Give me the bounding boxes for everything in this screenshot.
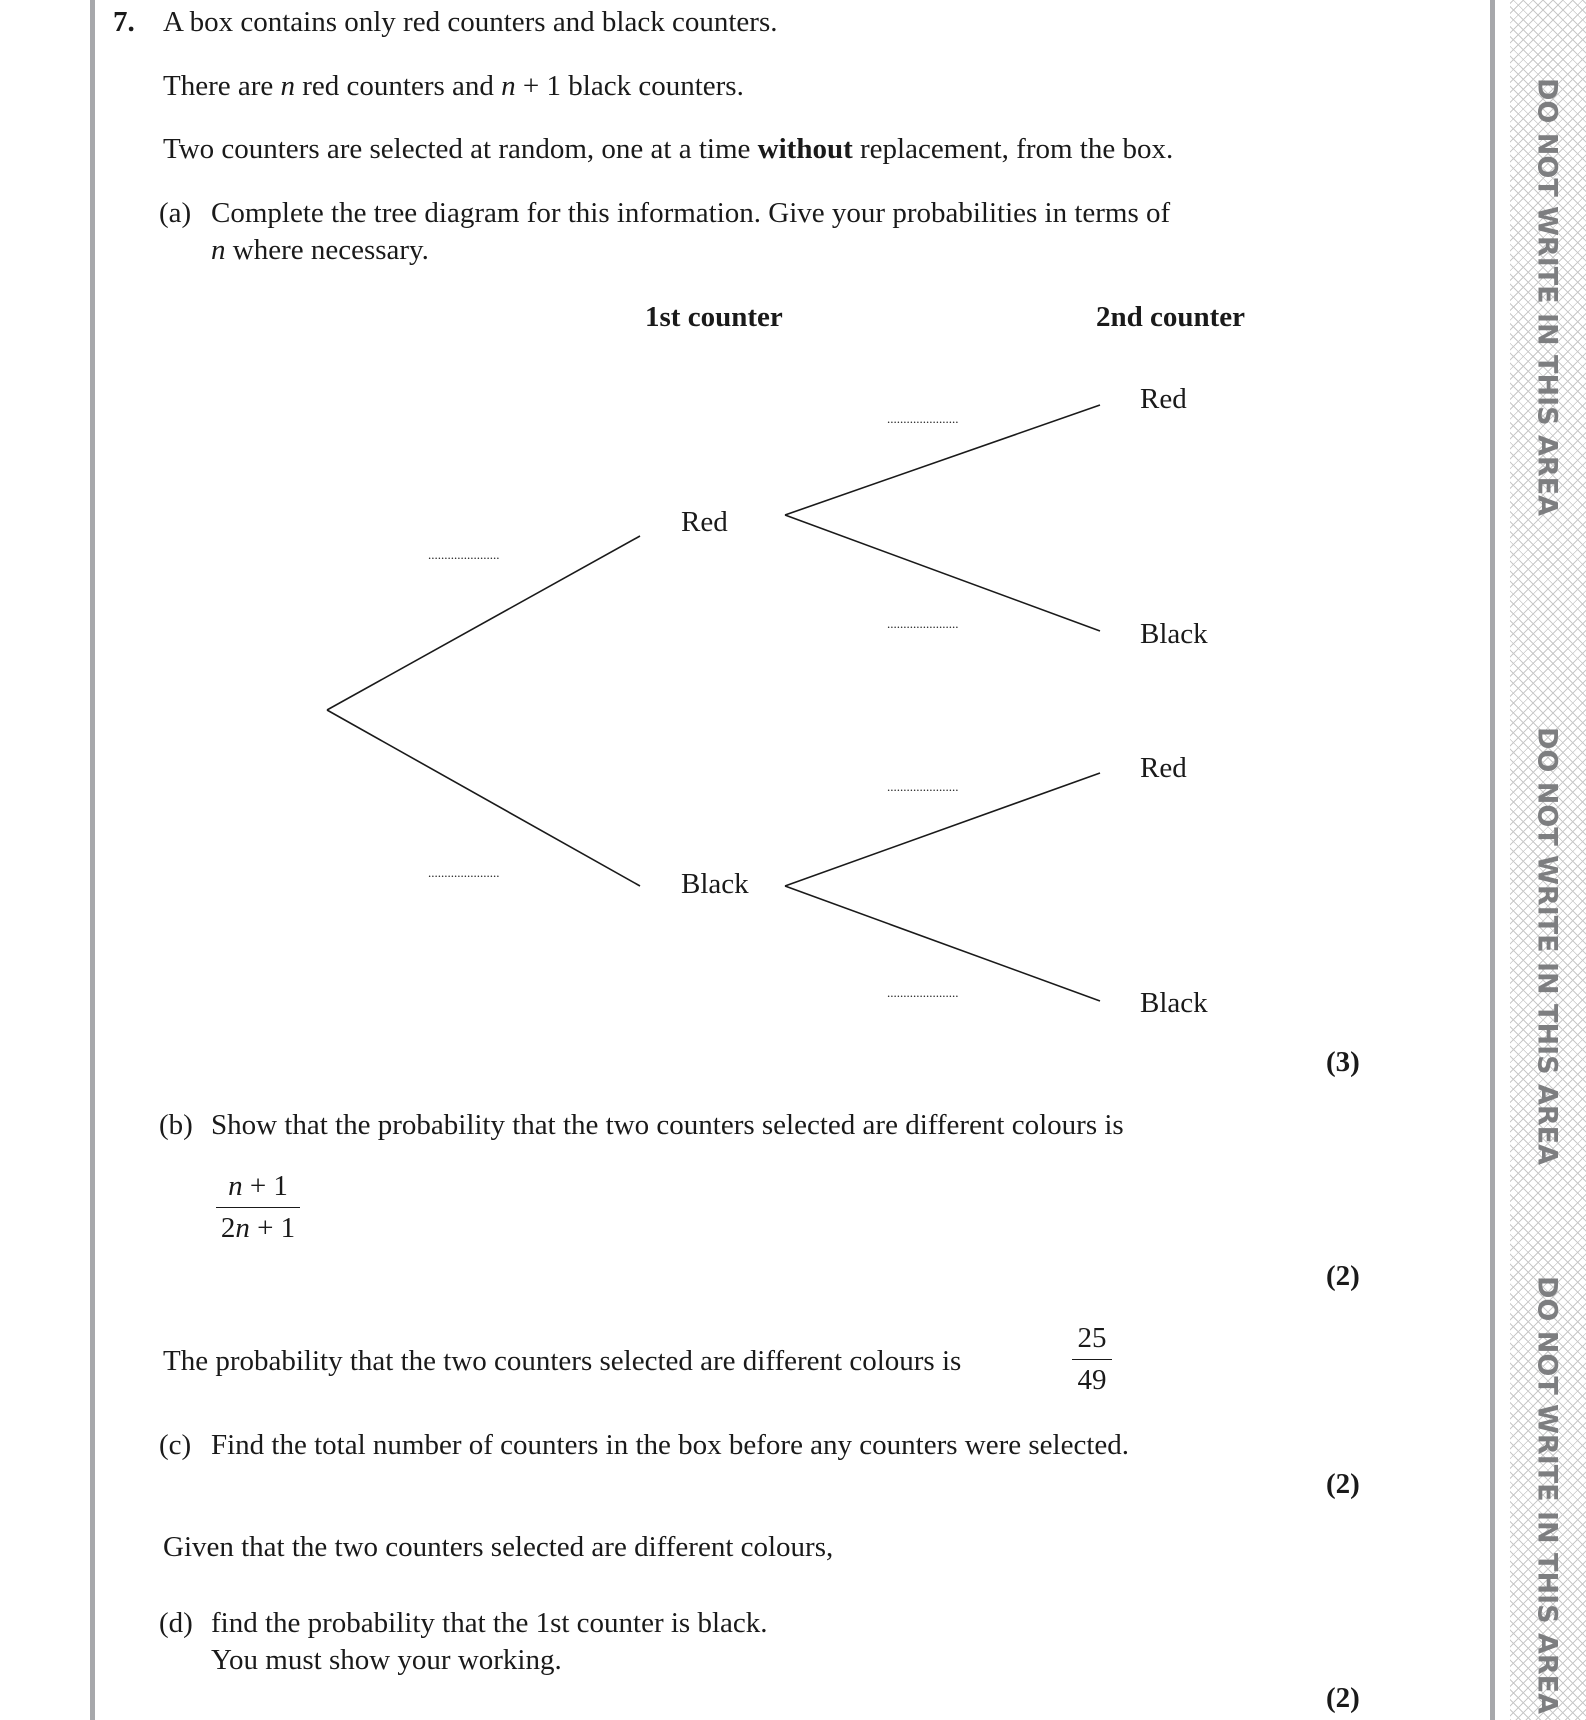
node-red: Red bbox=[681, 506, 728, 538]
part-a-text: Complete the tree diagram for this information. Give your probabilities in terms of bbox=[211, 197, 1171, 229]
part-d-label: (d) bbox=[159, 1607, 193, 1639]
marks-a: (3) bbox=[1326, 1046, 1360, 1078]
node-red-red: Red bbox=[1140, 383, 1187, 415]
margin-warning: DO NOT WRITE IN THIS AREA bbox=[1531, 727, 1563, 1165]
probability-blank-black[interactable]: ...................... bbox=[428, 865, 500, 880]
marks-b: (2) bbox=[1326, 1260, 1360, 1292]
part-c-text: Find the total number of counters in the box before any counters were selected. bbox=[211, 1429, 1130, 1461]
intro-line-1: A box contains only red counters and black counters. bbox=[163, 6, 778, 38]
part-a-label: (a) bbox=[159, 197, 192, 229]
part-b-text: Show that the probability that the two counters selected are different colours is bbox=[211, 1109, 1124, 1141]
fraction-n-plus-1-over-2n-plus-1: n + 1 2n + 1 bbox=[216, 1170, 300, 1245]
probability-blank-black-red[interactable]: ...................... bbox=[887, 779, 959, 794]
fraction-25-over-49: 25 49 bbox=[1072, 1322, 1112, 1397]
question-number: 7. bbox=[113, 6, 135, 38]
margin-warning: DO NOT WRITE IN THIS AREA bbox=[1531, 78, 1563, 516]
intro-line-3: Two counters are selected at random, one at a time without replacement, from the box. bbox=[163, 133, 1174, 165]
probability-blank-red-black[interactable]: ...................... bbox=[887, 616, 959, 631]
part-b-label: (b) bbox=[159, 1109, 193, 1141]
given-condition-text: Given that the two counters selected are different colours, bbox=[163, 1531, 834, 1563]
header-1st-counter: 1st counter bbox=[645, 301, 783, 333]
branch-black bbox=[327, 710, 640, 886]
branch-black-black bbox=[785, 886, 1100, 1001]
margin-warning: DO NOT WRITE IN THIS AREA bbox=[1531, 1276, 1563, 1714]
node-red-black: Black bbox=[1140, 618, 1208, 650]
probability-blank-red-red[interactable]: ...................... bbox=[887, 411, 959, 426]
part-d-text-2: You must show your working. bbox=[211, 1644, 562, 1676]
part-d-text: find the probability that the 1st counter is black. bbox=[211, 1607, 768, 1639]
header-2nd-counter: 2nd counter bbox=[1096, 301, 1246, 333]
node-black-red: Red bbox=[1140, 752, 1187, 784]
probability-blank-red[interactable]: ...................... bbox=[428, 547, 500, 562]
branch-red bbox=[327, 536, 640, 710]
intro-line-2: There are n red counters and n + 1 black counters. bbox=[163, 70, 744, 102]
part-c-label: (c) bbox=[159, 1429, 192, 1461]
marks-c: (2) bbox=[1326, 1468, 1360, 1500]
given-probability-text: The probability that the two counters selected are different colours is bbox=[163, 1345, 962, 1377]
node-black-black: Black bbox=[1140, 987, 1208, 1019]
node-black: Black bbox=[681, 868, 749, 900]
marks-d: (2) bbox=[1326, 1682, 1360, 1714]
probability-blank-black-black[interactable]: ...................... bbox=[887, 985, 959, 1000]
branch-red-black bbox=[785, 515, 1100, 631]
part-a-text-2: n where necessary. bbox=[211, 234, 429, 266]
